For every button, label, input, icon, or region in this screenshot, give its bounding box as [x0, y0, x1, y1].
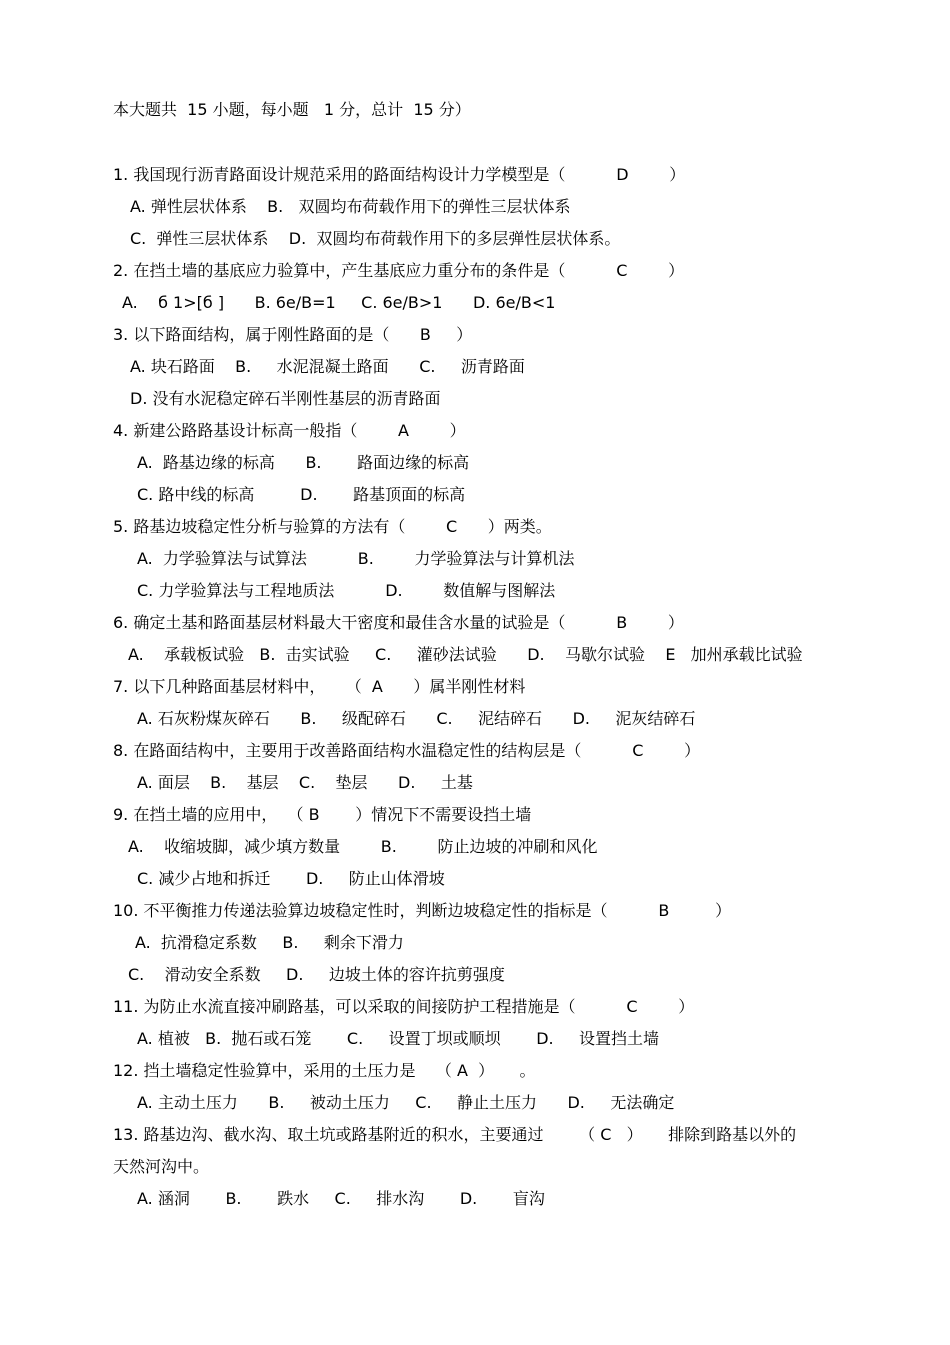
question-4: 4. 新建公路路基设计标高一般指（ A ）: [113, 421, 466, 440]
section-header: 本大题共 15 小题，每小题 1 分，总计 15 分）: [113, 100, 471, 119]
q5-options-cd: C. 力学验算法与工程地质法 D. 数值解与图解法: [137, 581, 556, 600]
question-12: 12. 挡土墙稳定性验算中，采用的土压力是 （ A ） 。: [113, 1061, 536, 1080]
q12-options: A. 主动土压力 B. 被动土压力 C. 静止土压力 D. 无法确定: [137, 1093, 675, 1112]
question-1: 1. 我国现行沥青路面设计规范采用的路面结构设计力学模型是（ D ）: [113, 165, 686, 184]
q7-options: A. 石灰粉煤灰碎石 B. 级配碎石 C. 泥结碎石 D. 泥灰结碎石: [137, 709, 696, 728]
q10-options-cd: C. 滑动安全系数 D. 边坡土体的容许抗剪强度: [128, 965, 505, 984]
q5-options-ab: A. 力学验算法与试算法 B. 力学验算法与计算机法: [137, 549, 575, 568]
q11-options: A. 植被 B. 抛石或石笼 C. 设置丁坝或顺坝 D. 设置挡土墙: [137, 1029, 660, 1048]
question-9: 9. 在挡土墙的应用中， （ B ）情况下不需要设挡土墙: [113, 805, 532, 824]
question-3: 3. 以下路面结构，属于刚性路面的是（ B ）: [113, 325, 473, 344]
q1-options-ab: A. 弹性层状体系 B. 双圆均布荷载作用下的弹性三层状体系: [130, 197, 571, 216]
question-13: 13. 路基边沟、截水沟、取土坑或路基附近的积水，主要通过 （ C ） 排除到路基以外的: [113, 1125, 797, 1144]
q9-options-cd: C. 减少占地和拆迁 D. 防止山体滑坡: [137, 869, 445, 888]
question-13-cont: 天然河沟中。: [113, 1157, 210, 1176]
q2-options: A. б 1>[б ] B. 6e/B=1 C. 6e/B>1 D. 6e/B<1: [122, 293, 556, 312]
q9-options-ab: A. 收缩坡脚，减少填方数量 B. 防止边坡的冲刷和风化: [128, 837, 598, 856]
question-5: 5. 路基边坡稳定性分析与验算的方法有（ C ）两类。: [113, 517, 552, 536]
q1-options-cd: C. 弹性三层状体系 D. 双圆均布荷载作用下的多层弹性层状体系。: [130, 229, 621, 248]
q13-options: A. 涵洞 B. 跌水 C. 排水沟 D. 盲沟: [137, 1189, 545, 1208]
question-2: 2. 在挡土墙的基底应力验算中，产生基底应力重分布的条件是（ C ）: [113, 261, 685, 280]
question-6: 6. 确定土基和路面基层材料最大干密度和最佳含水量的试验是（ B ）: [113, 613, 684, 632]
q6-options: A. 承载板试验 B. 击实试验 C. 灌砂法试验 D. 马歇尔试验 E 加州承载比试验: [128, 645, 803, 664]
question-11: 11. 为防止水流直接冲刷路基，可以采取的间接防护工程措施是（ C ）: [113, 997, 695, 1016]
q3-options-abc: A. 块石路面 B. 水泥混凝土路面 C. 沥青路面: [130, 357, 525, 376]
q4-options-ab: A. 路基边缘的标高 B. 路面边缘的标高: [137, 453, 470, 472]
q3-option-d: D. 没有水泥稳定碎石半刚性基层的沥青路面: [130, 389, 441, 408]
question-8: 8. 在路面结构中，主要用于改善路面结构水温稳定性的结构层是（ C ）: [113, 741, 701, 760]
question-10: 10. 不平衡推力传递法验算边坡稳定性时，判断边坡稳定性的指标是（ B ）: [113, 901, 732, 920]
q10-options-ab: A. 抗滑稳定系数 B. 剩余下滑力: [135, 933, 404, 952]
question-7: 7. 以下几种路面基层材料中， （ A ）属半刚性材料: [113, 677, 526, 696]
q4-options-cd: C. 路中线的标高 D. 路基顶面的标高: [137, 485, 466, 504]
q8-options: A. 面层 B. 基层 C. 垫层 D. 土基: [137, 773, 473, 792]
